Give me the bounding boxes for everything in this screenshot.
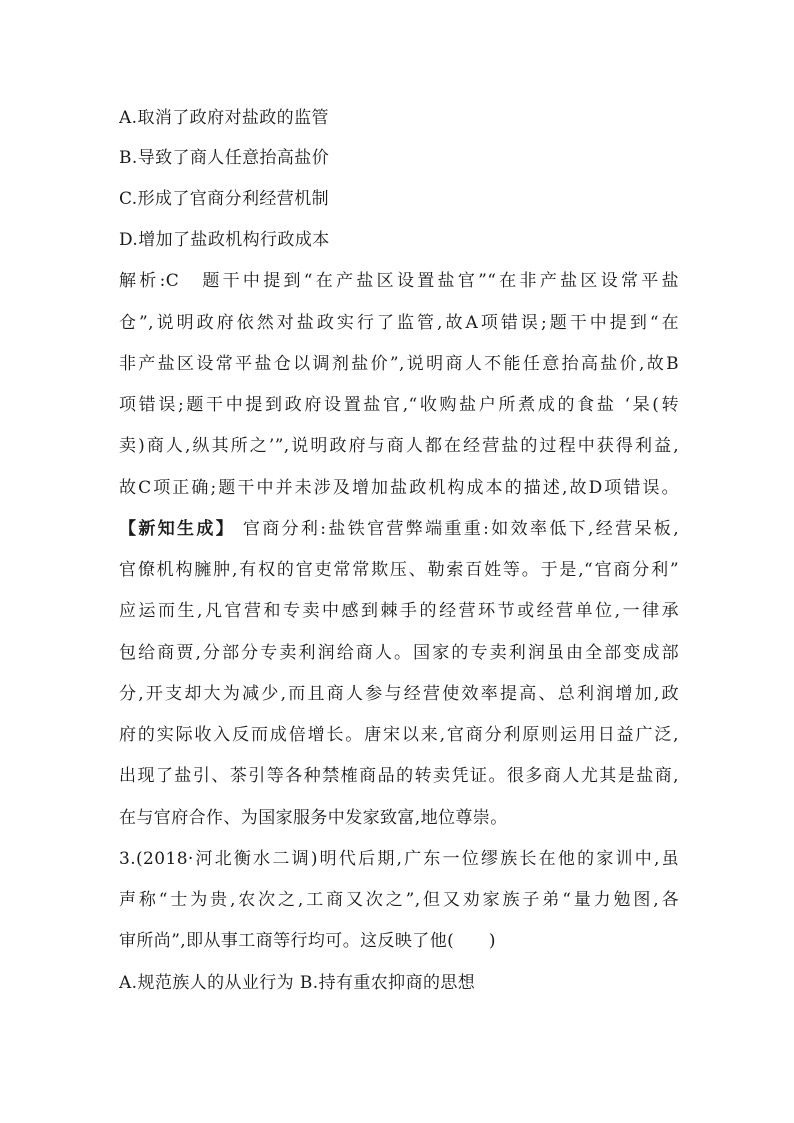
option-c: C.形成了官商分利经营机制 — [119, 189, 330, 209]
analysis-line: 卖)商人,纵其所之’”,说明政府与商人都在经营盐的过程中获得利益, — [119, 436, 679, 456]
analysis-line: 解析:C 题干中提到“在产盐区设置盐官”“在非产盐区设常平盐 — [119, 271, 679, 291]
option-a: A.取消了政府对盐政的监管 — [119, 108, 329, 128]
question-3-line: 审所尚”,即从事工商等行均可。这反映了他( ) — [119, 931, 496, 951]
analysis-line: 故C项正确;题干中并未涉及增加盐政机构成本的描述,故D项错误。 — [119, 478, 679, 498]
question-3-line: 声称“士为贵,农次之,工商又次之”,但又劝家族子弟“量力勉图,各 — [119, 890, 679, 910]
analysis-line: 非产盐区设常平盐仓以调剂盐价”,说明商人不能任意抬高盐价,故B — [119, 354, 679, 374]
analysis-line: 项错误;题干中提到政府设置盐官,“收购盐户所煮成的食盐 ‘杲(转 — [119, 395, 679, 415]
new-knowledge-line: 官僚机构臃肿,有权的官吏常常欺压、勒索百姓等。于是,“官商分利” — [119, 560, 679, 580]
new-knowledge-first-line — [119, 516, 679, 542]
question-3-line: 3.(2018·河北衡水二调)明代后期,广东一位缪族长在他的家训中,虽 — [119, 849, 679, 869]
analysis-line: 仓”,说明政府依然对盐政实行了监管,故A项错误;题干中提到“在 — [119, 313, 679, 333]
new-knowledge-line: 应运而生,凡官营和专卖中感到棘手的经营环节或经营单位,一律承 — [119, 601, 679, 621]
new-knowledge-line: 分,开支却大为减少,而且商人参与经营使效率提高、总利润增加,政 — [119, 684, 679, 704]
new-knowledge-line: 在与官府合作、为国家服务中发家致富,地位尊崇。 — [119, 808, 508, 828]
option-b: B.导致了商人任意抬高盐价 — [119, 148, 330, 168]
new-knowledge-tag: 【新知生成】 — [119, 519, 236, 539]
option-d: D.增加了盐政机构行政成本 — [119, 230, 330, 250]
new-knowledge-text: 官商分利:盐铁官营弊端重重:如效率低下,经营呆板, — [235, 519, 679, 539]
new-knowledge-line: 出现了盐引、茶引等各种禁榷商品的转卖凭证。很多商人尤其是盐商, — [119, 766, 679, 786]
question-3-options: A.规范族人的从业行为 B.持有重农抑商的思想 — [119, 973, 476, 993]
new-knowledge-line: 府的实际收入反而成倍增长。唐宋以来,官商分利原则运用日益广泛, — [119, 725, 679, 745]
new-knowledge-line: 包给商贾,分部分专卖利润给商人。国家的专卖利润虽由全部变成部 — [119, 643, 679, 663]
